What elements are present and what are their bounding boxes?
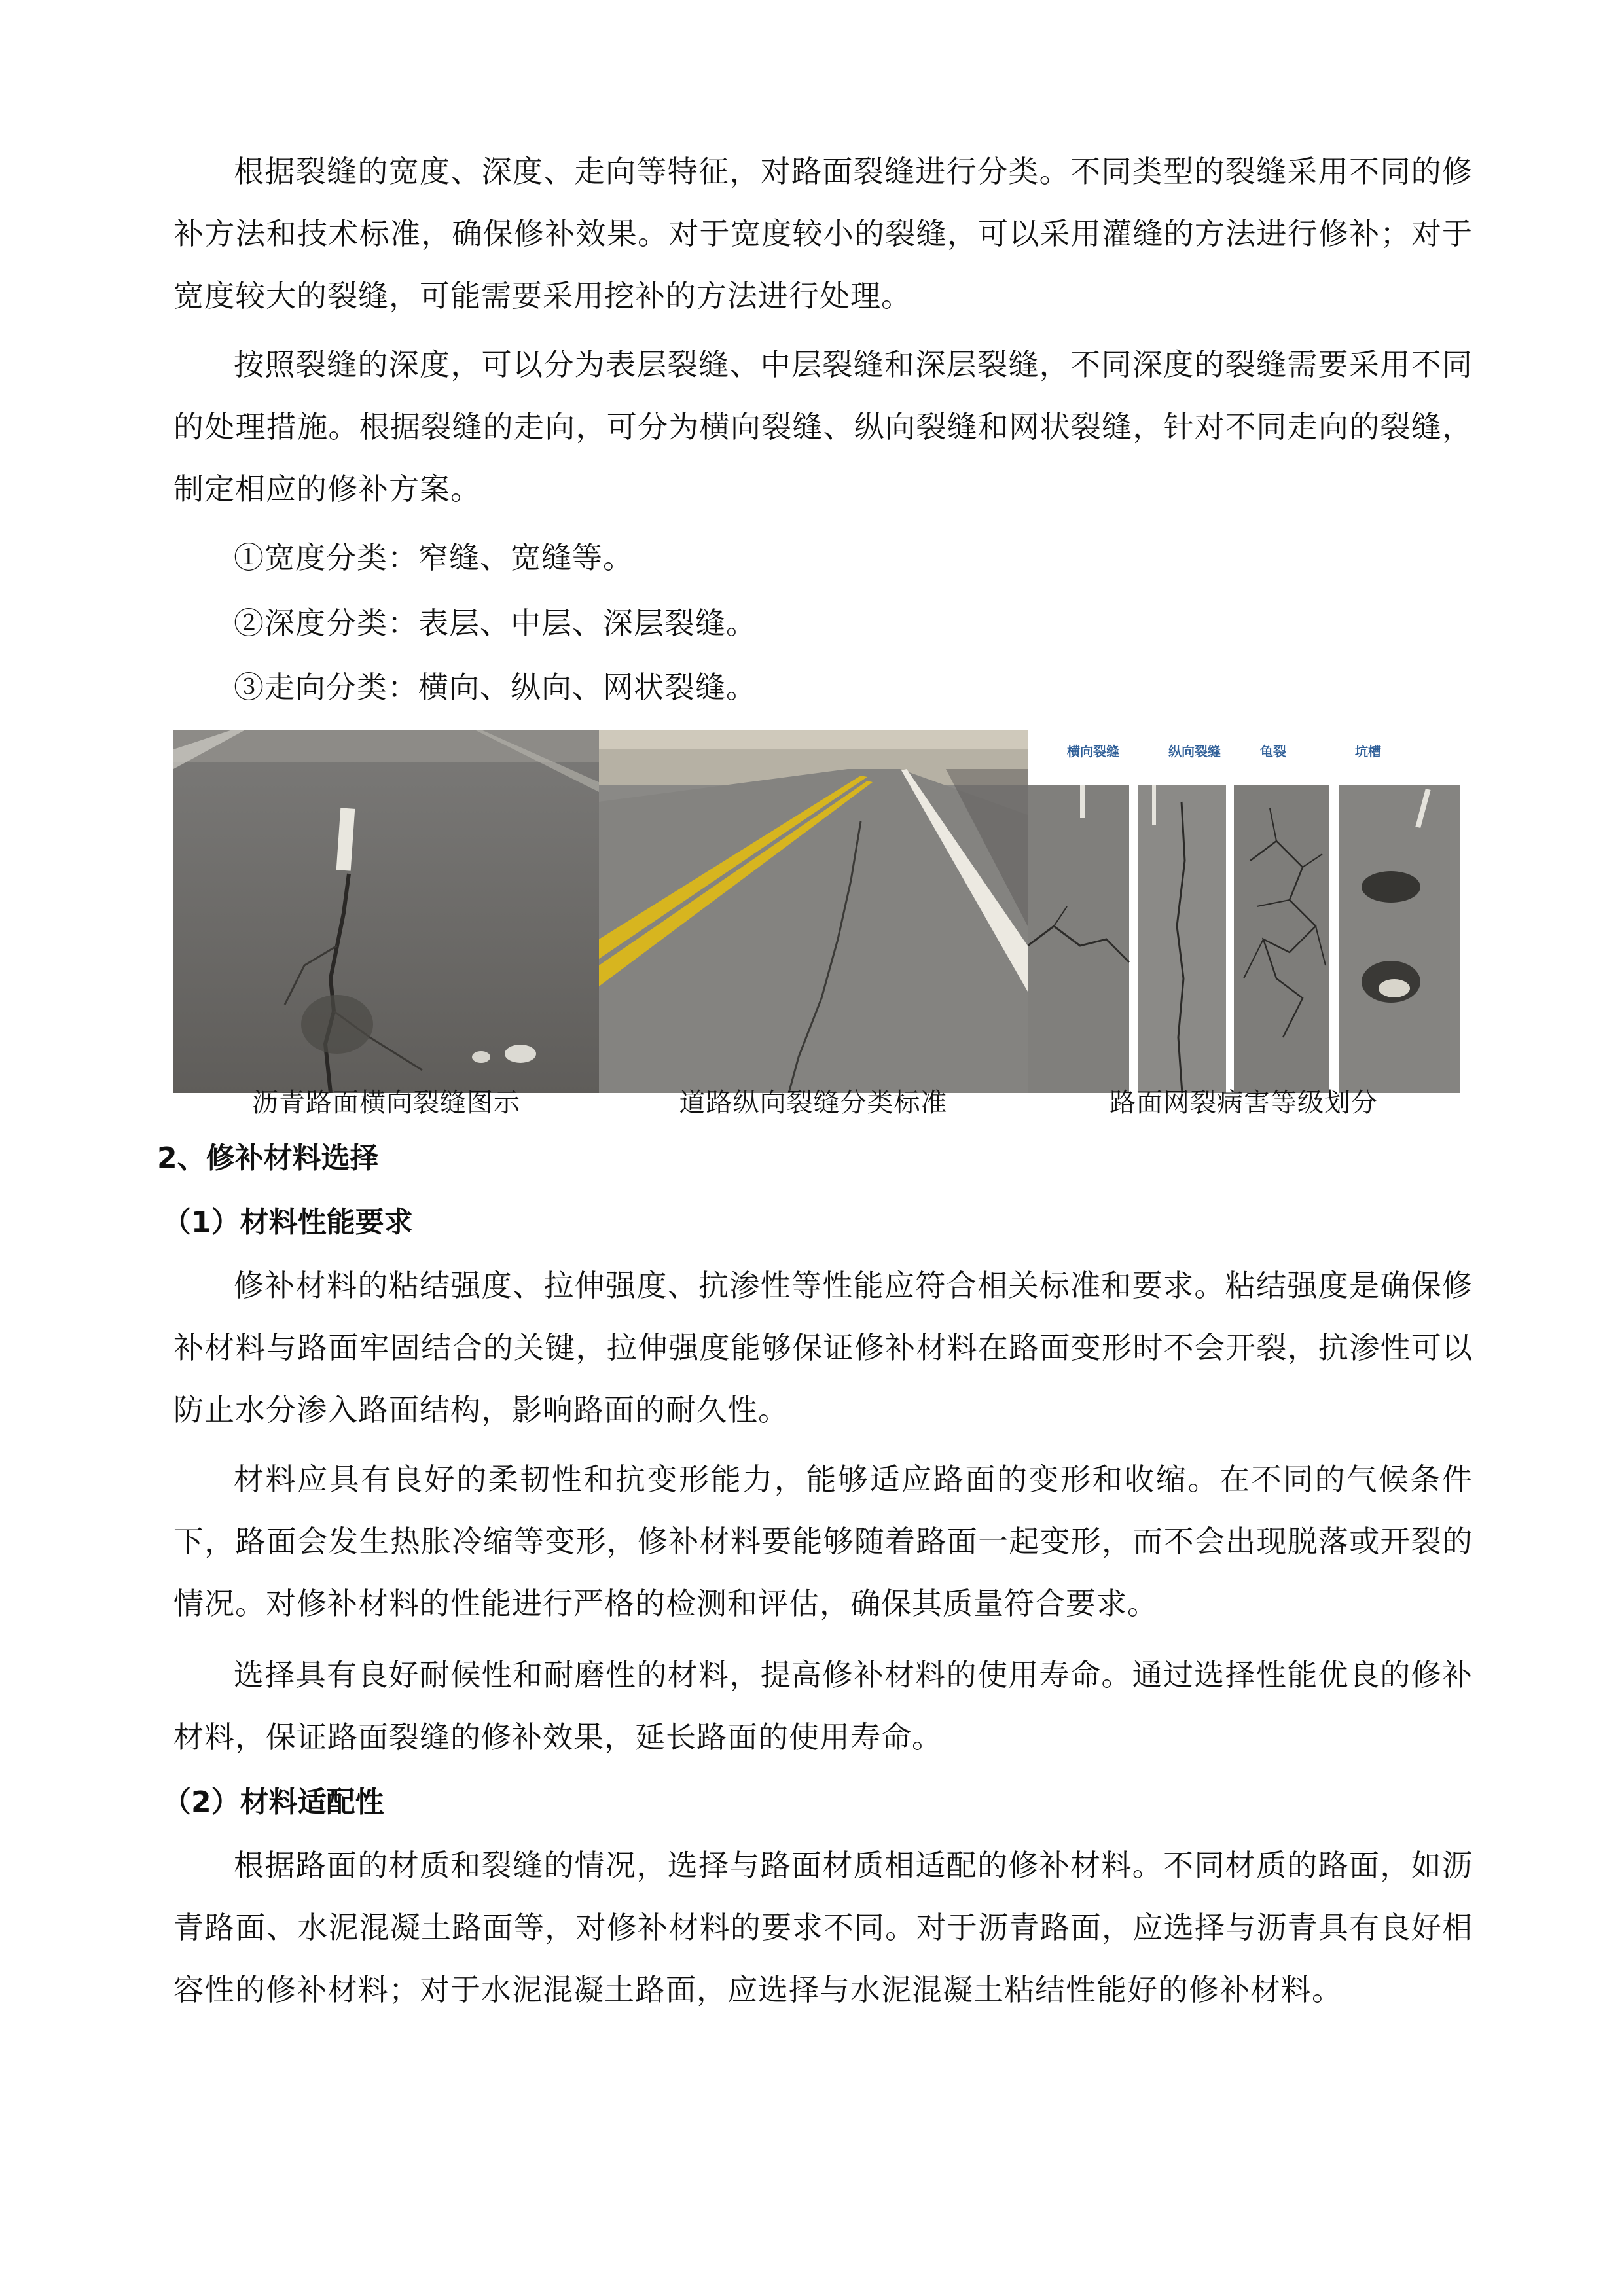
panel-label-alligator: 龟裂 [1260, 744, 1286, 759]
caption-transverse: 沥青路面横向裂缝图示 [252, 1088, 520, 1118]
panel-label-pothole: 坑槽 [1355, 744, 1381, 759]
paragraph-classification: 根据裂缝的宽度、深度、走向等特征，对路面裂缝进行分类。不同类型的裂缝采用不同的修补方法和技术标准，确保修补效果。对于宽度较小的裂缝，可以采用灌缝的方法进行修补；对于宽度较大的裂缝，可能需要采用挖补的方法进行处理。 [173, 154, 1473, 314]
subsection-title-performance: （1）材料性能要求 [162, 1206, 413, 1239]
caption-longitudinal: 道路纵向裂缝分类标准 [679, 1088, 948, 1118]
list-item-direction: ③走向分类：横向、纵向、网状裂缝。 [234, 670, 757, 705]
photo-crack-grading-panels [1028, 730, 1460, 1093]
paragraph-performance-requirements: 修补材料的粘结强度、拉伸强度、抗渗性等性能应符合相关标准和要求。粘结强度是确保修补材料与路面牢固结合的关键，拉伸强度能够保证修补材料在路面变形时不会开裂，抗渗性可以防止水分渗入路面结构，影响路面的耐久性。 [173, 1268, 1473, 1427]
list-item-depth: ②深度分类：表层、中层、深层裂缝。 [234, 605, 757, 641]
subsection-title-compatibility: （2）材料适配性 [162, 1785, 384, 1819]
paragraph-depth-direction: 按照裂缝的深度，可以分为表层裂缝、中层裂缝和深层裂缝，不同深度的裂缝需要采用不同的处理措施。根据裂缝的走向，可分为横向裂缝、纵向裂缝和网状裂缝，针对不同走向的裂缝，制定相应的修补方案。 [173, 347, 1473, 507]
paragraph-flexibility: 材料应具有良好的柔韧性和抗变形能力，能够适应路面的变形和收缩。在不同的气候条件下，路面会发生热胀冷缩等变形，修补材料要能够随着路面一起变形，而不会出现脱落或开裂的情况。对修补材料的性能进行严格的检测和评估，确保其质量符合要求。 [173, 1462, 1473, 1621]
paragraph-compatibility: 根据路面的材质和裂缝的情况，选择与路面材质相适配的修补材料。不同材质的路面，如沥青路面、水泥混凝土路面等，对修补材料的要求不同。对于沥青路面，应选择与沥青具有良好相容性的修补材料；对于水泥混凝土路面，应选择与水泥混凝土粘结性能好的修补材料。 [173, 1848, 1473, 2007]
caption-alligator: 路面网裂病害等级划分 [1110, 1088, 1378, 1118]
panel-label-longitudinal: 纵向裂缝 [1168, 744, 1221, 759]
section-title-material-selection: 2、修补材料选择 [157, 1141, 379, 1175]
list-item-width: ①宽度分类：窄缝、宽缝等。 [234, 540, 634, 575]
photo-longitudinal-crack [599, 730, 1028, 1093]
paragraph-durability: 选择具有良好耐候性和耐磨性的材料，提高修补材料的使用寿命。通过选择性能优良的修补材料，保证路面裂缝的修补效果，延长路面的使用寿命。 [173, 1657, 1473, 1755]
photo-transverse-crack [173, 730, 599, 1093]
panel-label-transverse: 横向裂缝 [1067, 744, 1119, 759]
